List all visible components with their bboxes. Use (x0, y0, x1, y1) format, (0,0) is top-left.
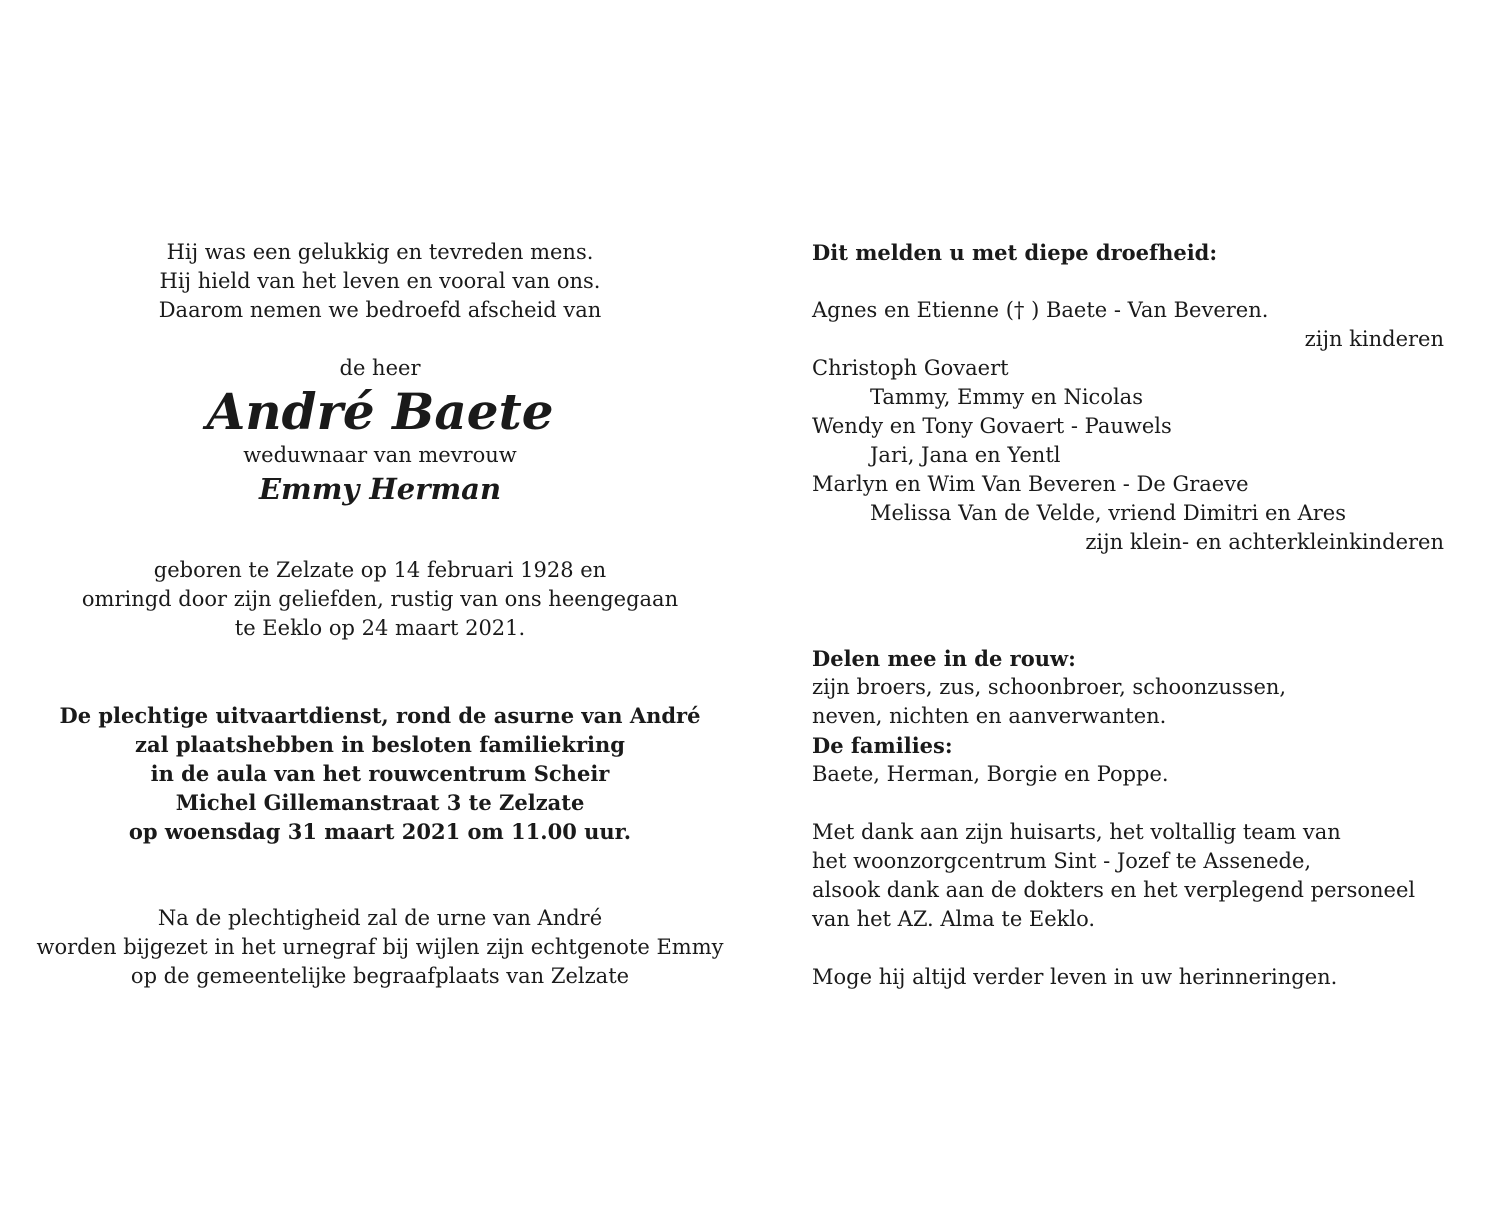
intro-line: Daarom nemen we bedroefd afscheid van (158, 298, 602, 322)
service-line: De plechtige uitvaartdienst, rond de asurne van André (59, 703, 701, 728)
service-line: op woensdag 31 maart 2021 om 11.00 uur. (128, 819, 632, 844)
thanks-text (812, 818, 1444, 934)
title-prefix: de heer (339, 356, 421, 380)
right-column (812, 238, 1444, 992)
birth-death-text (30, 556, 730, 643)
thanks-line: alsook dank aan de dokters en het verplegend personeel (812, 878, 1416, 902)
deceased-name: André Baete (206, 382, 554, 441)
spouse-name: Emmy Herman (258, 472, 502, 506)
left-column (30, 238, 730, 991)
widower-of: weduwnaar van mevrouw (243, 443, 517, 467)
mourning-line: zijn broers, zus, schoonbroer, schoonzussen, (812, 675, 1287, 699)
grandchildren-label: zijn klein- en achterkleinkinderen (1085, 530, 1444, 554)
thanks-line: Met dank aan zijn huisarts, het voltallig team van (812, 820, 1341, 844)
burial-line: Na de plechtigheid zal de urne van André (157, 906, 603, 930)
burial-line: op de gemeentelijke begraafplaats van Zelzate (130, 964, 630, 988)
families-heading: De families: (812, 733, 953, 758)
grandchild-line: Marlyn en Wim Van Beveren - De Graeve (812, 472, 1249, 496)
grandchild-line: Melissa Van de Velde, vriend Dimitri en Ares (870, 501, 1346, 525)
mourning-line: neven, nichten en aanverwanten. (812, 704, 1167, 728)
grandchildren-list (812, 354, 1444, 528)
birth-death-line: geboren te Zelzate op 14 februari 1928 en (153, 558, 607, 582)
thanks-line: van het AZ. Alma te Eeklo. (812, 907, 1096, 931)
grandchild-line: Tammy, Emmy en Nicolas (870, 385, 1143, 409)
grandchild-line: Wendy en Tony Govaert - Pauwels (812, 414, 1172, 438)
thanks-line: het woonzorgcentrum Sint - Jozef te Assenede, (812, 849, 1312, 873)
grandchild-line: Christoph Govaert (812, 356, 1009, 380)
children-label: zijn kinderen (1304, 327, 1444, 351)
families-line: Baete, Herman, Borgie en Poppe. (812, 762, 1169, 786)
mourning-heading: Delen mee in de rouw: (812, 646, 1076, 671)
burial-line: worden bijgezet in het urnegraf bij wijlen zijn echtgenote Emmy (36, 935, 724, 959)
birth-death-line: te Eeklo op 24 maart 2021. (234, 616, 526, 640)
service-details (30, 701, 730, 846)
grandchild-line: Jari, Jana en Yentl (870, 443, 1061, 467)
closing-line: Moge hij altijd verder leven in uw herinneringen. (812, 965, 1338, 989)
birth-death-line: omringd door zijn geliefden, rustig van ons heengegaan (81, 587, 679, 611)
intro-line: Hij was een gelukkig en tevreden mens. (166, 240, 594, 264)
intro-line: Hij hield van het leven en vooral van ons. (159, 269, 601, 293)
burial-details (30, 904, 730, 991)
service-line: Michel Gillemanstraat 3 te Zelzate (175, 790, 585, 815)
service-line: in de aula van het rouwcentrum Scheir (150, 761, 610, 786)
announcement-heading: Dit melden u met diepe droefheid: (812, 240, 1218, 265)
service-line: zal plaatshebben in besloten familiekring (135, 732, 625, 757)
children-line: Agnes en Etienne († ) Baete - Van Beveren. (812, 298, 1269, 322)
intro-verse (30, 238, 730, 325)
